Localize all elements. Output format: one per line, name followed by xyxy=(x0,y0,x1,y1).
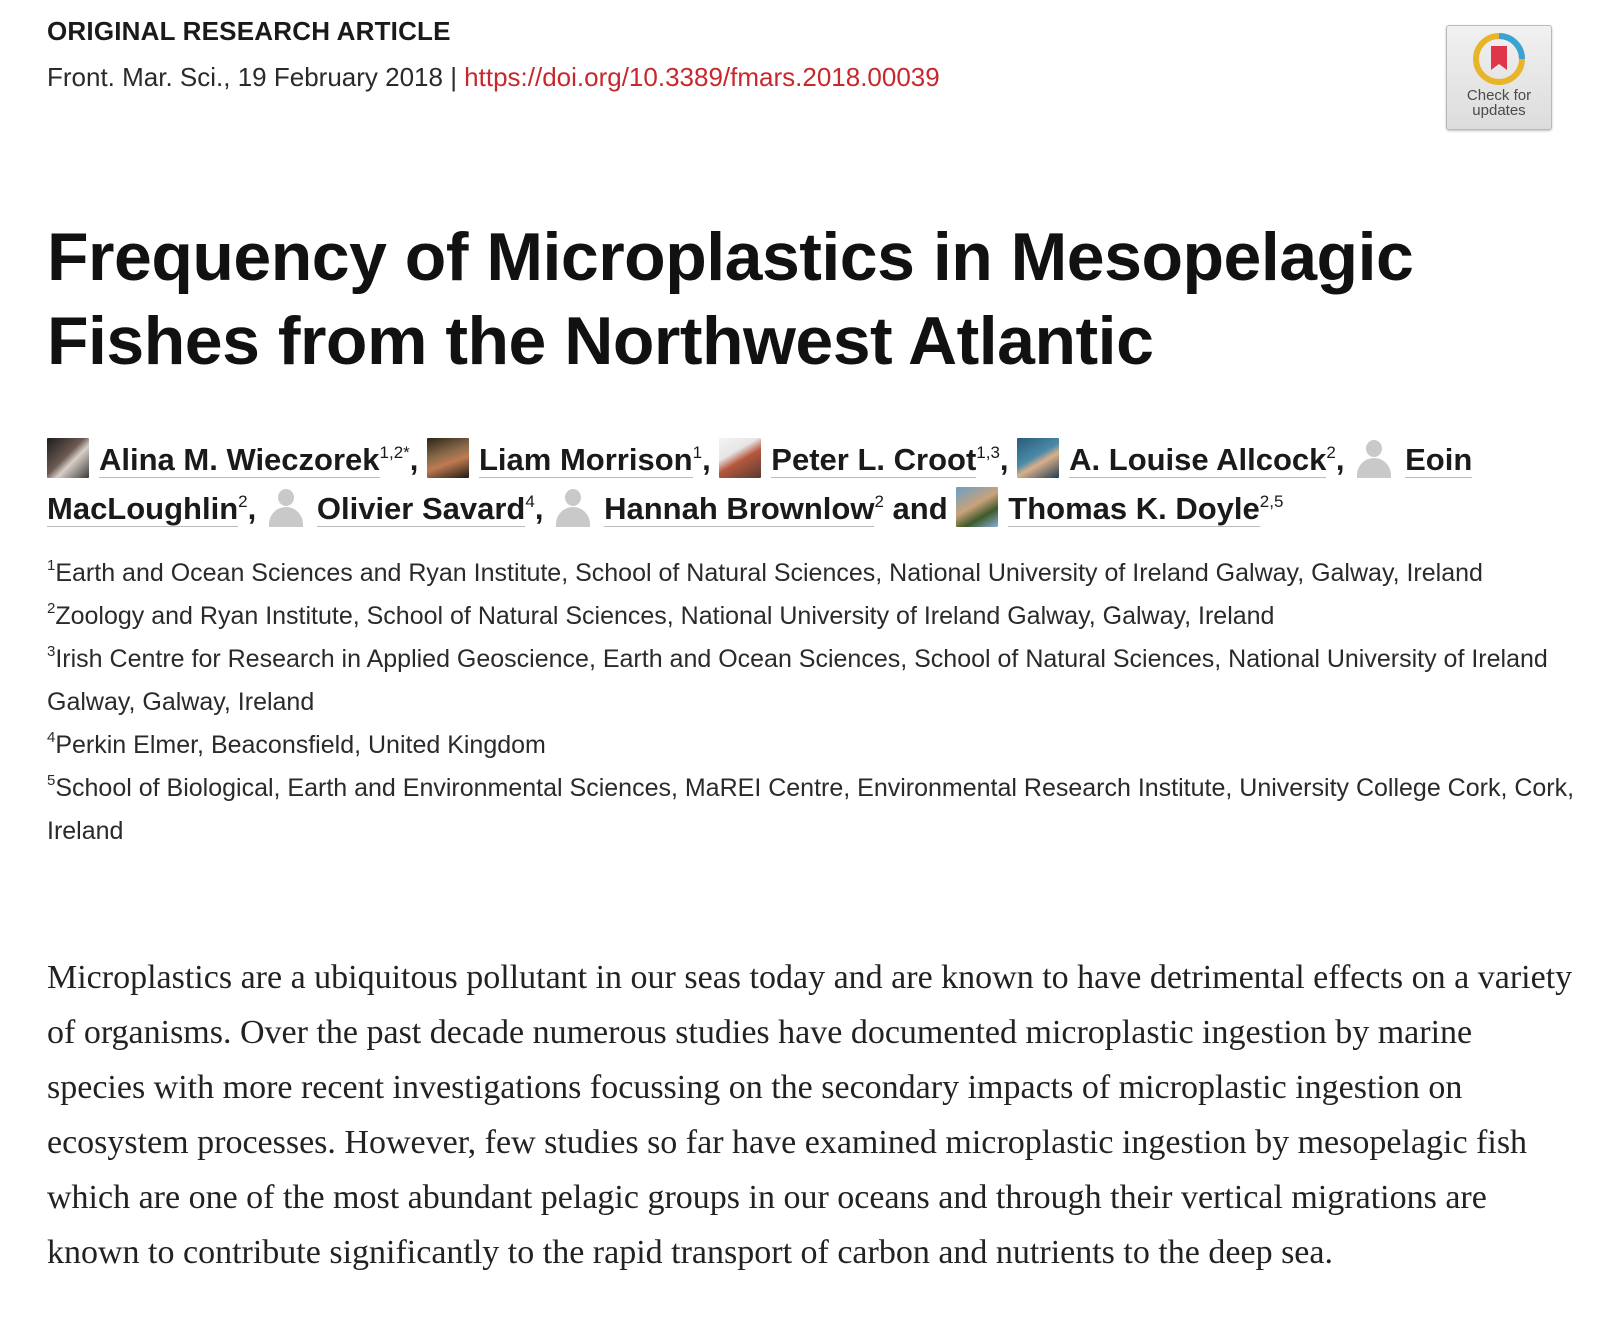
affiliation-item xyxy=(47,552,1577,595)
crossmark-icon xyxy=(1472,32,1526,86)
affiliation-text: School of Biological, Earth and Environmental Sciences, MaREI Centre, Environmental Research Institute, University College Cork, Cork, Ireland xyxy=(47,774,1575,845)
author-placeholder-avatar[interactable] xyxy=(1353,438,1395,478)
affiliation-list xyxy=(47,552,1577,853)
author-name-link[interactable]: Thomas K. Doyle xyxy=(1008,491,1260,526)
affiliation-number: 1 xyxy=(47,557,56,574)
affiliation-number: 4 xyxy=(47,729,56,746)
check-for-updates-badge[interactable] xyxy=(1446,25,1552,130)
author-separator: , xyxy=(409,442,427,477)
affiliation-number: 5 xyxy=(47,772,56,789)
author-item xyxy=(47,442,410,477)
citation-separator: | xyxy=(442,62,465,92)
affiliation-text: Irish Centre for Research in Applied Geoscience, Earth and Ocean Sciences, School of Natural Sciences, National University of Ireland Galway, Galway, Ireland xyxy=(47,645,1548,716)
check-for-updates-label: Check for updates xyxy=(1466,87,1532,119)
author-affiliation-sup: 1 xyxy=(692,443,703,462)
abstract-text: Microplastics are a ubiquitous pollutant in our seas today and are known to have detrimental effects on a variety of organisms. Over the past decade numerous studies have documented microplastic ingestion by marine species with more recent investigations focussing on the secondary impacts of microplastic ingestion on ecosystem processes. However, few studies so far have examined microplastic ingestion by mesopelagic fish which are one of the most abundant pelagic groups in our oceans and through their vertical migrations are known to contribute significantly to the rapid transport of carbon and nutrients to the deep sea. xyxy=(47,959,1573,1271)
author-name-link[interactable]: A. Louise Allcock xyxy=(1069,442,1327,477)
affiliation-number: 2 xyxy=(47,600,56,617)
author-affiliation-sup: 4 xyxy=(525,492,535,511)
author-item xyxy=(1017,442,1336,477)
author-separator: , xyxy=(534,491,553,526)
author-separator: and xyxy=(883,491,957,526)
affiliation-item xyxy=(47,767,1577,853)
author-placeholder-avatar[interactable] xyxy=(552,487,594,527)
author-photo[interactable] xyxy=(1017,438,1059,478)
author-photo[interactable] xyxy=(47,438,89,478)
author-affiliation-sup: 1,3 xyxy=(976,443,1000,462)
author-affiliation-sup: 2 xyxy=(874,492,884,511)
author-separator: , xyxy=(247,491,265,526)
author-separator: , xyxy=(702,442,720,477)
citation-line xyxy=(47,62,940,93)
doi-link[interactable]: https://doi.org/10.3389/fmars.2018.00039 xyxy=(464,62,940,92)
author-name-link[interactable]: Hannah Brownlow xyxy=(604,491,875,526)
author-photo[interactable] xyxy=(956,487,998,527)
author-name-link[interactable]: Olivier Savard xyxy=(316,491,526,526)
author-item xyxy=(719,442,1000,477)
author-affiliation-sup: 2 xyxy=(238,492,248,511)
author-item xyxy=(552,491,884,526)
affiliation-text: Zoology and Ryan Institute, School of Natural Sciences, National University of Ireland Galway, Galway, Ireland xyxy=(55,602,1275,630)
author-name-link[interactable]: Liam Morrison xyxy=(479,442,693,477)
affiliation-item xyxy=(47,638,1577,724)
article-title: Frequency of Microplastics in Mesopelagic Fishes from the Northwest Atlantic xyxy=(47,219,1414,379)
author-name-link[interactable]: Alina M. Wieczorek xyxy=(99,442,380,477)
affiliation-text: Perkin Elmer, Beaconsfield, United Kingdom xyxy=(55,731,546,759)
journal-date: Front. Mar. Sci., 19 February 2018 xyxy=(47,62,443,92)
affiliation-number: 3 xyxy=(47,643,56,660)
author-name-link[interactable]: Peter L. Croot xyxy=(771,442,977,477)
author-affiliation-sup: 2 xyxy=(1326,443,1336,462)
author-item xyxy=(427,442,702,477)
affiliation-text: Earth and Ocean Sciences and Ryan Institute, School of Natural Sciences, National University of Ireland Galway, Galway, Ireland xyxy=(55,559,1483,587)
affiliation-item xyxy=(47,595,1577,638)
author-separator: , xyxy=(999,442,1018,477)
author-placeholder-avatar[interactable] xyxy=(265,487,307,527)
author-affiliation-sup: 1,2* xyxy=(379,443,410,462)
affiliation-item xyxy=(47,724,1577,767)
author-photo[interactable] xyxy=(719,438,761,478)
author-affiliation-sup: 2,5 xyxy=(1259,492,1284,511)
author-item xyxy=(956,491,1283,526)
author-separator: , xyxy=(1335,442,1354,477)
author-list xyxy=(47,435,1577,533)
author-item xyxy=(265,491,535,526)
article-type-label: ORIGINAL RESEARCH ARTICLE xyxy=(47,16,451,46)
author-photo[interactable] xyxy=(427,438,469,478)
author-name-link[interactable]: Eoin MacLoughlin xyxy=(47,442,1473,526)
